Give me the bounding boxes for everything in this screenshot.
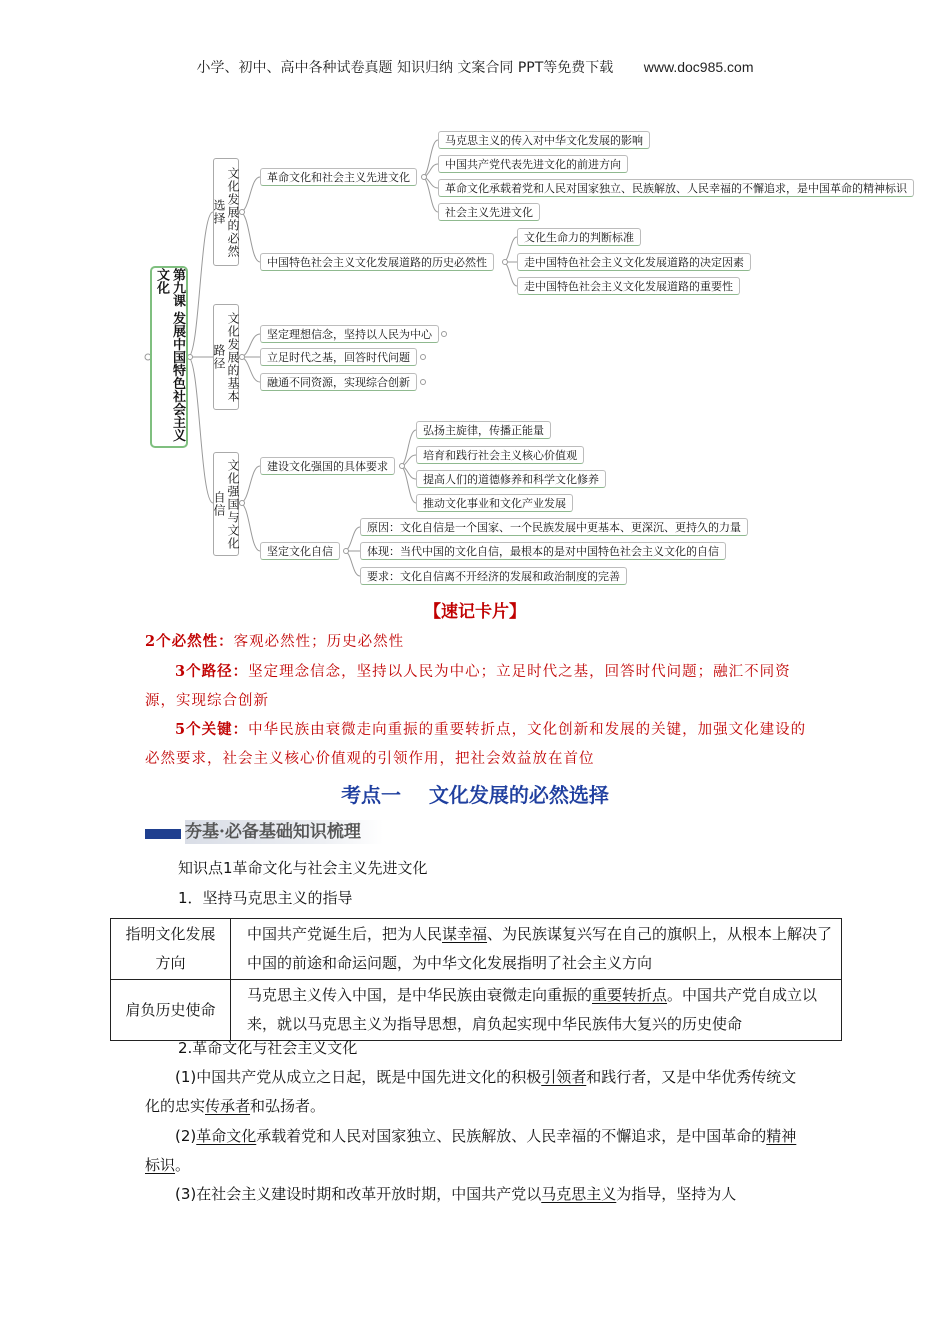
text-run: 中国共产党诞生后，把为人民: [247, 925, 443, 943]
text-run: 、为民族谋复兴写在自己的旗帜上，从根本上解决了中国的前途和命运问题，为中华文化发展指明了社会主义方向: [247, 925, 833, 972]
card-item: [145, 627, 810, 657]
leaf: 原因：文化自信是一个国家、一个民族发展中更基本、更深沉、更持久的力量: [360, 518, 748, 536]
paragraph: [145, 1122, 810, 1180]
leaf: 马克思主义的传入对中华文化发展的影响: [438, 131, 650, 149]
table-row: [111, 980, 842, 1041]
banner: [145, 820, 435, 844]
branch-cultural-confidence: 文化强国与文化自信: [213, 452, 239, 556]
card-item: [145, 657, 810, 716]
leaf: 革命文化承载着党和人民对国家独立、民族解放、人民幸福的不懈追求，是中国革命的精神标识: [438, 179, 914, 197]
guidance-table: [110, 918, 842, 1041]
mindmap-root: 第九课 发展中国特色社会主义文化: [150, 266, 188, 448]
text-run: (3)在社会主义建设时期和改革开放时期，中国共产党以: [175, 1185, 542, 1203]
card-item-key: 3个路径：: [175, 663, 249, 680]
leaf: 文化生命力的判断标准: [517, 228, 641, 246]
card-title: 【速记卡片】: [424, 602, 526, 622]
leaf: 中国共产党代表先进文化的前进方向: [438, 155, 628, 173]
underlined-term: 精神标识: [145, 1127, 797, 1174]
header-text: 小学、初中、高中各种试卷真题 知识归纳 文案合同 PPT等免费下载: [196, 60, 614, 76]
knowledge-point-title: 知识点1革命文化与社会主义先进文化: [178, 859, 428, 877]
node-strong-culture: 建设文化强国的具体要求: [260, 457, 395, 475]
leaf: 体现：当代中国的文化自信，最根本的是对中国特色社会主义文化的自信: [360, 542, 726, 560]
section-heading: 考点一 文化发展的必然选择: [341, 783, 609, 807]
leaf: 弘扬主旋律，传播正能量: [416, 421, 551, 439]
branch-basic-path: 文化发展的基本路径: [213, 304, 239, 410]
mind-map: [0, 0, 950, 600]
card-item-key: 2个必然性：: [145, 633, 234, 650]
paragraph: [145, 1180, 810, 1209]
leaf: 走中国特色社会主义文化发展道路的重要性: [517, 277, 740, 295]
text-run: 马克思主义传入中国，是中华民族由衰微走向重振的: [247, 986, 593, 1004]
underlined-term: 重要转折点: [592, 986, 668, 1004]
underlined-term: 革命文化: [196, 1127, 257, 1145]
branch-necessary-choice: 文化发展的必然选择: [213, 158, 239, 266]
card-item: [145, 715, 810, 774]
paragraph: [145, 1063, 810, 1121]
node-path: 坚定理想信念，坚持以人民为中心: [260, 325, 439, 343]
text-run: 。中国共产党自成立以来，就以马克思主义为指导思想，肩负起实现中华民族伟大复兴的历史使命: [247, 986, 818, 1033]
text-run: 和践行者，又是中华优秀传统文化的忠实: [145, 1068, 797, 1115]
leaf: 推动文化事业和文化产业发展: [416, 494, 573, 512]
node-revolutionary-culture: 革命文化和社会主义先进文化: [260, 168, 417, 186]
header-url[interactable]: www.doc985.com: [643, 59, 754, 75]
leaf: 要求：文化自信离不开经济的发展和政治制度的完善: [360, 567, 627, 585]
leaf: 社会主义先进文化: [438, 203, 540, 221]
underlined-term: 传承者: [205, 1097, 251, 1115]
text-run: (1)中国共产党从成立之日起，既是中国先进文化的积极: [175, 1068, 542, 1086]
banner-bar: [145, 829, 181, 839]
text-run: 和弘扬者。: [250, 1097, 326, 1115]
text-run: 为指导，坚持为人: [616, 1185, 737, 1203]
table-row: [111, 919, 842, 980]
node-historical-necessity: 中国特色社会主义文化发展道路的历史必然性: [260, 253, 494, 271]
node-path: 立足时代之基，回答时代问题: [260, 348, 417, 366]
leaf: 提高人们的道德修养和科学文化修养: [416, 470, 606, 488]
leaf: 走中国特色社会主义文化发展道路的决定因素: [517, 253, 751, 271]
table-key-cell: 指明文化发展方向: [111, 919, 231, 980]
card-item-text: 坚定理念信念，坚持以人民为中心；立足时代之基，回答时代问题；融汇不同资源，实现综合创新: [145, 664, 791, 709]
underlined-term: 引领者: [541, 1068, 587, 1086]
underlined-term: 谋幸福: [442, 925, 488, 943]
node-path: 融通不同资源，实现综合创新: [260, 373, 417, 391]
card-item-text: 客观必然性；历史必然性: [233, 634, 405, 650]
card-item-text: 中华民族由衰微走向重振的重要转折点，文化创新和发展的关键，加强文化建设的必然要求，社会主义核心价值观的引领作用，把社会效益放在首位: [145, 722, 807, 767]
text-run: (2): [175, 1127, 197, 1145]
card-item-key: 5个关键：: [175, 721, 249, 738]
table-value-cell: [231, 980, 842, 1041]
node-confidence: 坚定文化自信: [260, 542, 340, 560]
table-key-cell: 肩负历史使命: [111, 980, 231, 1041]
leaf: 培育和践行社会主义核心价值观: [416, 446, 584, 464]
table-value-cell: [231, 919, 842, 980]
underlined-term: 马克思主义: [541, 1185, 617, 1203]
subsection-title: 2.革命文化与社会主义文化: [178, 1039, 358, 1057]
subsection-title: 1．坚持马克思主义的指导: [178, 889, 353, 907]
text-run: 。: [175, 1156, 191, 1174]
banner-text: 夯基·必备基础知识梳理: [185, 820, 383, 844]
text-run: 承载着党和人民对国家独立、民族解放、人民幸福的不懈追求，是中国革命的: [256, 1127, 767, 1145]
